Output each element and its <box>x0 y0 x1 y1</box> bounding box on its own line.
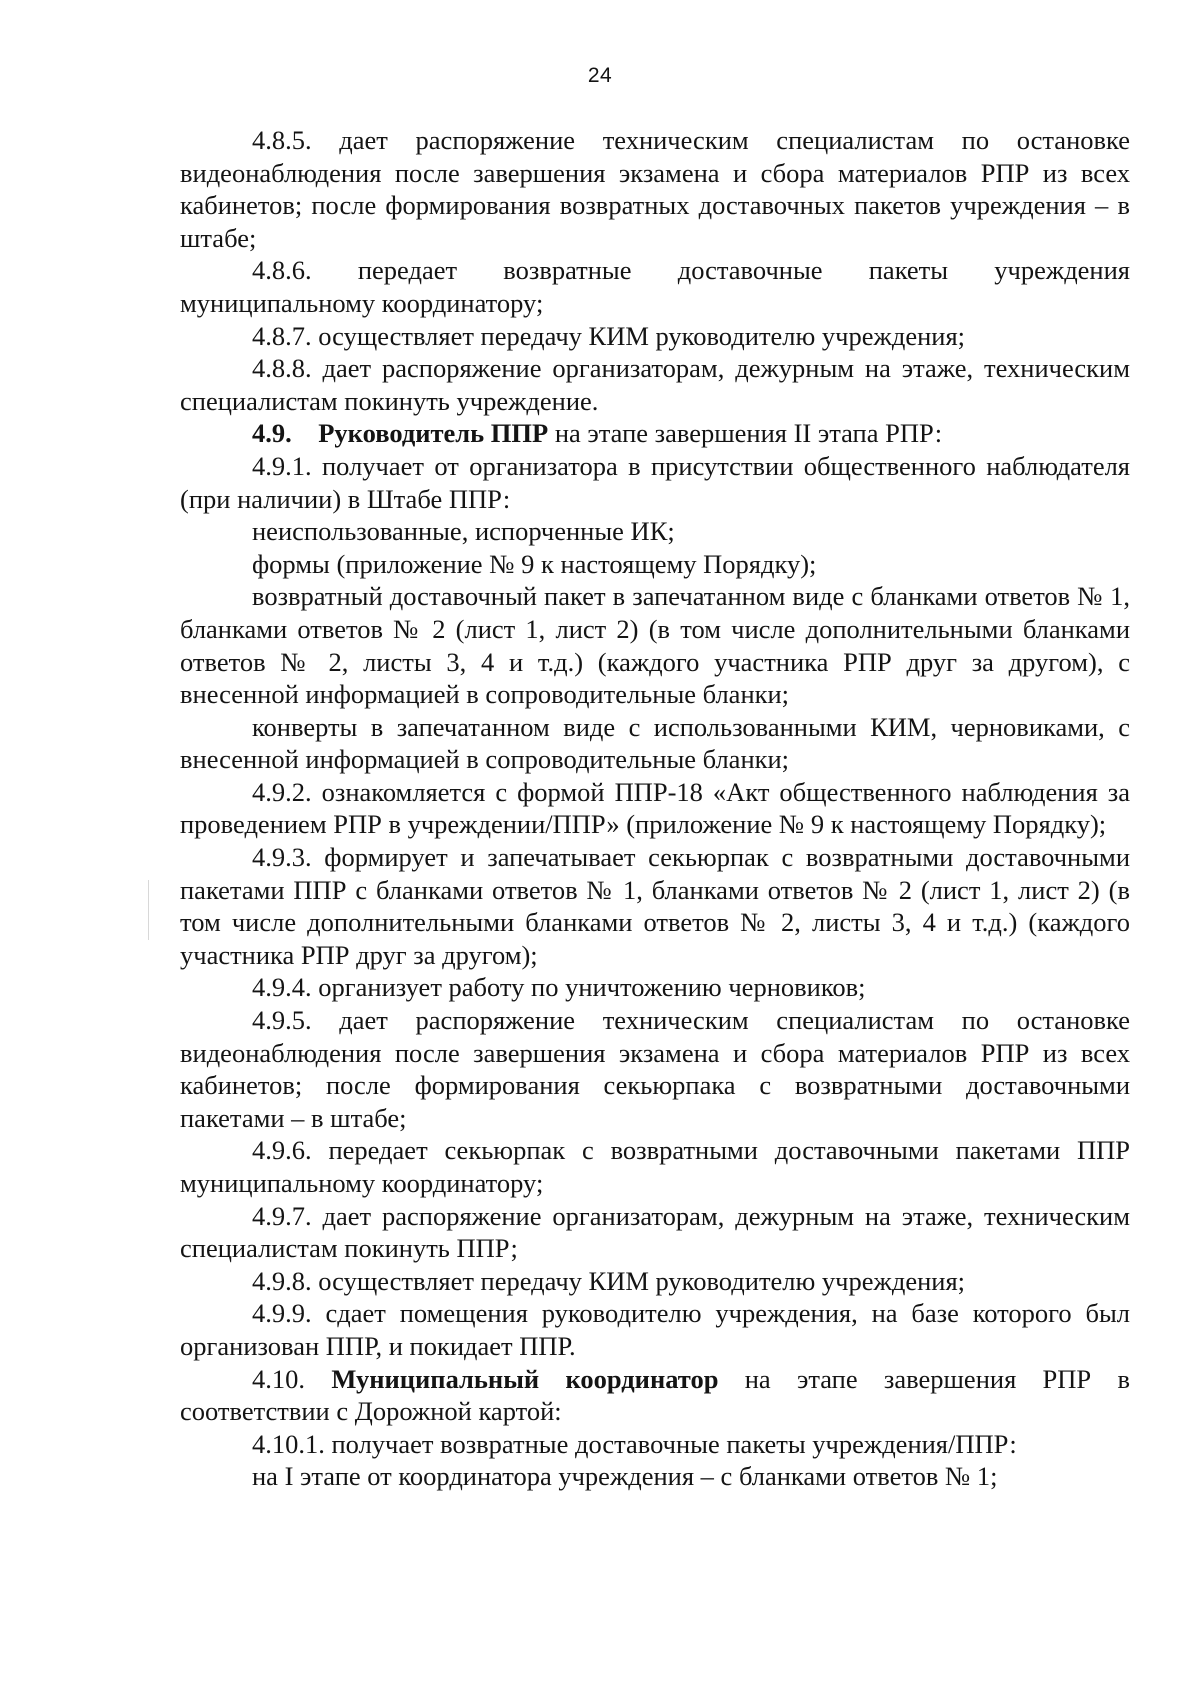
paragraph-4-8-6: 4.8.6. передает возвратные доставочные пакеты учреждения муниципальному координатору; <box>180 255 1130 318</box>
section-heading-4-10: Муниципальный координатор <box>331 1363 719 1394</box>
paragraph-4-10-1: 4.10.1. получает возвратные доставочные пакеты учреждения/ППР: <box>252 1428 1017 1459</box>
paragraph-4-9-5: 4.9.5. дает распоряжение техническим специалистам по остановке видеонаблюдения после завершения экзамена и сбора материалов РПР из всех кабинетов; после формирования секьюрпака с возвратными доставочными пакетами – в штабе; <box>180 1005 1130 1133</box>
list-item-unused-forms: неиспользованные, испорченные ИК; <box>252 516 675 547</box>
list-item-stage-1: на I этапе от координатора учреждения – с бланками ответов № 1; <box>252 1461 998 1492</box>
scan-artifact-line <box>148 880 149 940</box>
paragraph-4-9-heading <box>180 417 1130 450</box>
paragraph-4-9-6: 4.9.6. передает секьюрпак с возвратными доставочными пакетами ППР муниципальному координатору; <box>180 1135 1130 1198</box>
list-item-envelopes: конверты в запечатанном виде с использованными КИМ, черновиками, с внесенной информацией в сопроводительные бланки; <box>180 711 1130 775</box>
paragraph-4-8-7: 4.8.7. осуществляет передачу КИМ руководителю учреждения; <box>252 320 965 351</box>
paragraph-4-9-3: 4.9.3. формирует и запечатывает секьюрпак с возвратными доставочными пакетами ППР с бланками ответов № 1, бланками ответов № 2 (лист 1, лист 2) (в том числе дополнительными бланками ответов № 2, листы 3, 4 и т.д.) (каждого участника РПР друг за другом); <box>180 842 1130 970</box>
paragraph-4-9-9: 4.9.9. сдает помещения руководителю учреждения, на базе которого был организован ППР, и покидает ППР. <box>180 1298 1130 1361</box>
paragraph-4-8-5: 4.8.5. дает распоряжение техническим специалистам по остановке видеонаблюдения после завершения экзамена и сбора материалов РПР из всех кабинетов; после формирования возвратных доставочных пакетов учреждения – в штабе; <box>180 125 1130 253</box>
section-number-4-10: 4.10. <box>252 1363 332 1394</box>
paragraph-4-9-2: 4.9.2. ознакомляется с формой ППР-18 «Акт общественного наблюдения за проведением РПР в учреждении/ППР» (приложение № 9 к настоящему Порядку); <box>180 776 1130 840</box>
paragraph-4-9-1: 4.9.1. получает от организатора в присутствии общественного наблюдателя (при наличии) в Штабе ППР: <box>180 450 1130 514</box>
page-number: 24 <box>587 64 613 87</box>
section-heading-4-9: 4.9. Руководитель ППР <box>252 418 549 449</box>
list-item-return-package: возвратный доставочный пакет в запечатанном виде с бланками ответов № 1, бланками ответов № 2 (лист 1, лист 2) (в том числе дополнительными бланками ответов № 2, листы 3, 4 и т.д.) (каждого участника РПР друг за другом), с внесенной информацией в сопроводительные бланки; <box>180 581 1130 710</box>
paragraph-4-9-8: 4.9.8. осуществляет передачу КИМ руководителю учреждения; <box>252 1265 965 1296</box>
paragraph-4-9-7: 4.9.7. дает распоряжение организаторам, дежурным на этаже, техническим специалистам покинуть ППР; <box>180 1200 1130 1264</box>
paragraph-4-8-8: 4.8.8. дает распоряжение организаторам, дежурным на этаже, техническим специалистам покинуть учреждение. <box>180 353 1130 416</box>
section-heading-4-9-tail: на этапе завершения II этапа РПР: <box>548 418 943 449</box>
list-item-forms: формы (приложение № 9 к настоящему Порядку); <box>252 548 817 579</box>
paragraph-4-10-heading <box>180 1363 1130 1428</box>
section-heading-4-10-tail: на этапе завершения РПР в соответствии с Дорожной картой: <box>180 1363 1130 1427</box>
document-body <box>180 124 1130 1493</box>
paragraph-4-9-4: 4.9.4. организует работу по уничтожению черновиков; <box>252 972 866 1003</box>
